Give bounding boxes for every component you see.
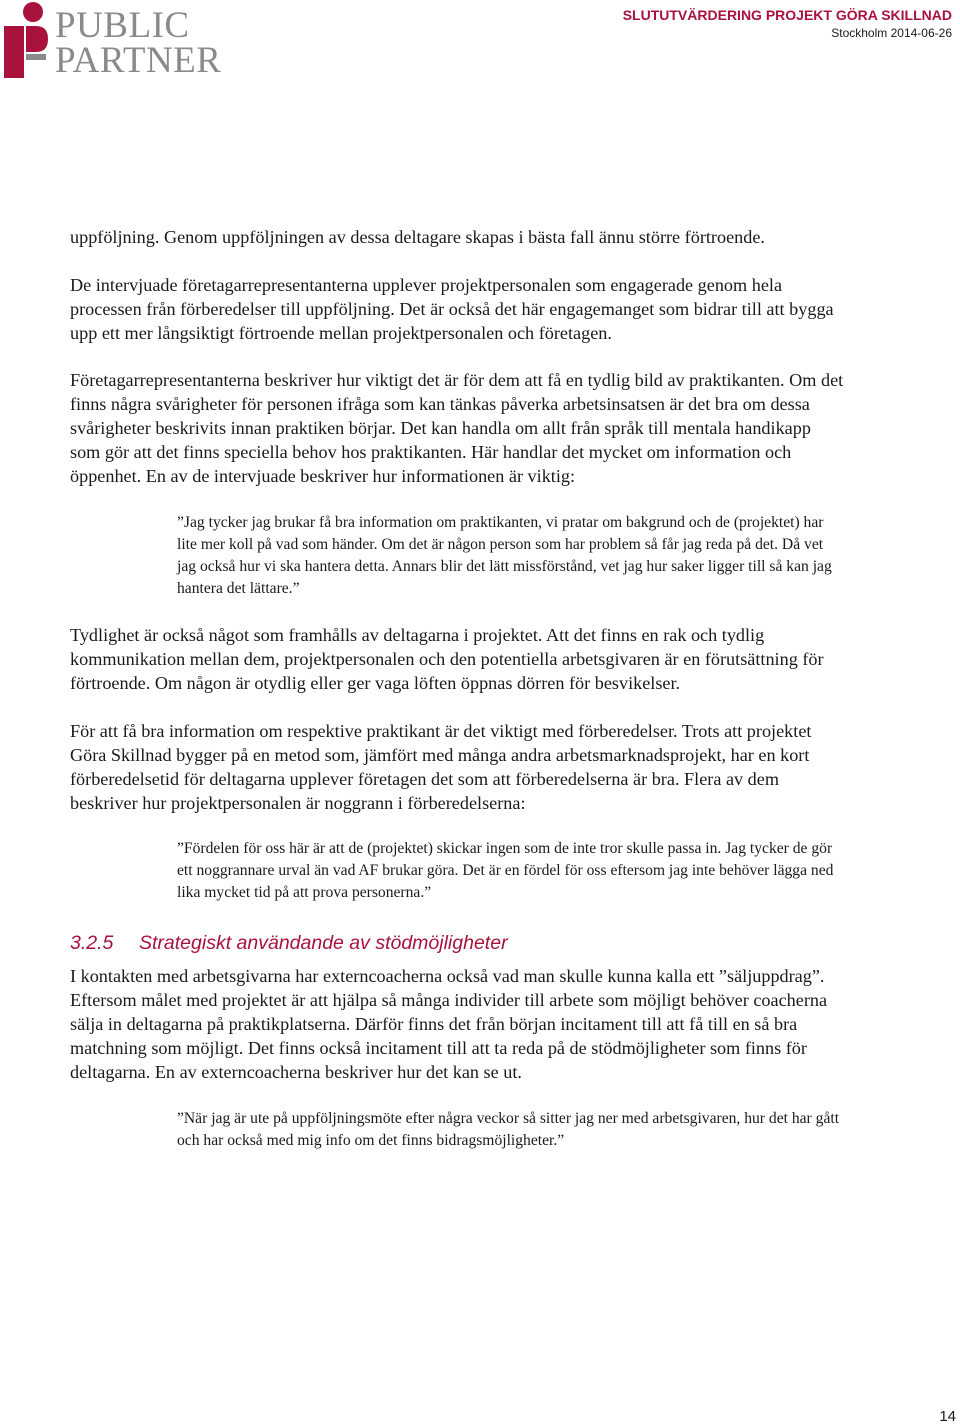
public-partner-logo: [2, 2, 222, 82]
page-content: [70, 225, 845, 1152]
paragraph-preparations: För att få bra information om respektive praktikant är det viktigt med förberedelser. Trots att projektet Göra Skillnad bygger på en metod som, jämfört med många andra arbetsmarknadsprojekt, har en kort förberedelsetid för deltagarna upplever företagen det som att förberedelserna är bra. Flera av dem beskriver hur projektpersonalen är noggrann i förberedelserna:: [70, 720, 812, 813]
page-number: 14: [939, 1408, 956, 1425]
section-heading: [70, 930, 845, 956]
paragraph-clarity: Tydlighet är också något som framhålls av deltagarna i projektet. Att det finns en rak och tydlig kommunikation mellan dem, projektpersonalen och den potentiella arbetsgivaren är en förutsättning för förtroende. Om någon är otydlig eller ger vaga löften öppnas dörren för besvikelser.: [70, 625, 824, 693]
document-title: SLUTUTVÄRDERING PROJEKT GÖRA SKILLNAD: [622, 7, 952, 23]
document-date: Stockholm 2014-06-26: [831, 26, 952, 40]
section-title: Strategiskt användande av stödmöjligheter: [139, 932, 508, 954]
logo-line-partner: PARTNER: [55, 40, 222, 81]
logo-wordmark: [55, 5, 222, 81]
logo-mark-icon: [2, 2, 50, 80]
quote-selection: ”Fördelen för oss här är att de (projektet) skickar ingen som de inte tror skulle passa in. Jag tycker de gör ett noggrannare urval än vad AF brukar göra. Det är en fördel för oss eftersom jag inte behöver lägga ned lika mycket tid på att prova personerna.”: [177, 840, 834, 901]
paragraph-clear-picture: Företagarrepresentanterna beskriver hur viktigt det är för dem att få en tydlig bild av praktikanten. Om det finns några svårigheter för personen ifråga som kan tänkas påverka arbetsinsatsen är det bra om dessa svårigheter beskrivits innan praktiken börjar. Det kan handla om allt från språk till mentala handikapp som gör att det finns speciella behov hos praktikanten. Här handlar det mycket om information och öppenhet. En av de intervjuade beskriver hur informationen är viktig:: [70, 370, 844, 486]
logo-line-public: PUBLIC: [55, 5, 190, 46]
paragraph-sales-assignment: I kontakten med arbetsgivarna har externcoacherna också vad man skulle kunna kalla ett ”säljuppdrag”. Eftersom målet med projektet är att hjälpa så många individer till arbete som möjligt behöver coacherna sälja in deltagarna på praktikplatserna. Därför finns det från början incitament till att få till en så bra matchning som möjligt. Det finns också incitament till att ta reda på de stödmöjligheter som finns för deltagarna. En av externcoacherna beskriver hur det kan se ut.: [70, 966, 828, 1082]
quote-follow-up: ”När jag är ute på uppföljningsmöte efter några veckor så sitter jag ner med arbetsgivaren, hur det har gått och har också med mig info om det finns bidragsmöjligheter.”: [177, 1109, 840, 1149]
section-number: 3.2.5: [70, 932, 114, 954]
paragraph-continuation: uppföljning. Genom uppföljningen av dessa deltagare skapas i bästa fall ännu större förtroende.: [70, 227, 765, 247]
quote-information: ”Jag tycker jag brukar få bra information om praktikanten, vi pratar om bakgrund och de (projektet) har lite mer koll på vad som händer. Om det är någon person som har problem så får jag reda på det. Då vet jag också hur vi ska hantera detta. Annars blir det lätt missförstånd, vet jag hur saker ligger till så kan jag hantera det lättare.”: [177, 513, 832, 597]
paragraph-engagement: De intervjuade företagarrepresentanterna upplever projektpersonalen som engagerade genom hela processen från förberedelser till uppföljning. Det är också det här engagemanget som bidrar till att bygga upp ett mer långsiktigt förtroende mellan projektpersonalen och företagen.: [70, 274, 834, 343]
